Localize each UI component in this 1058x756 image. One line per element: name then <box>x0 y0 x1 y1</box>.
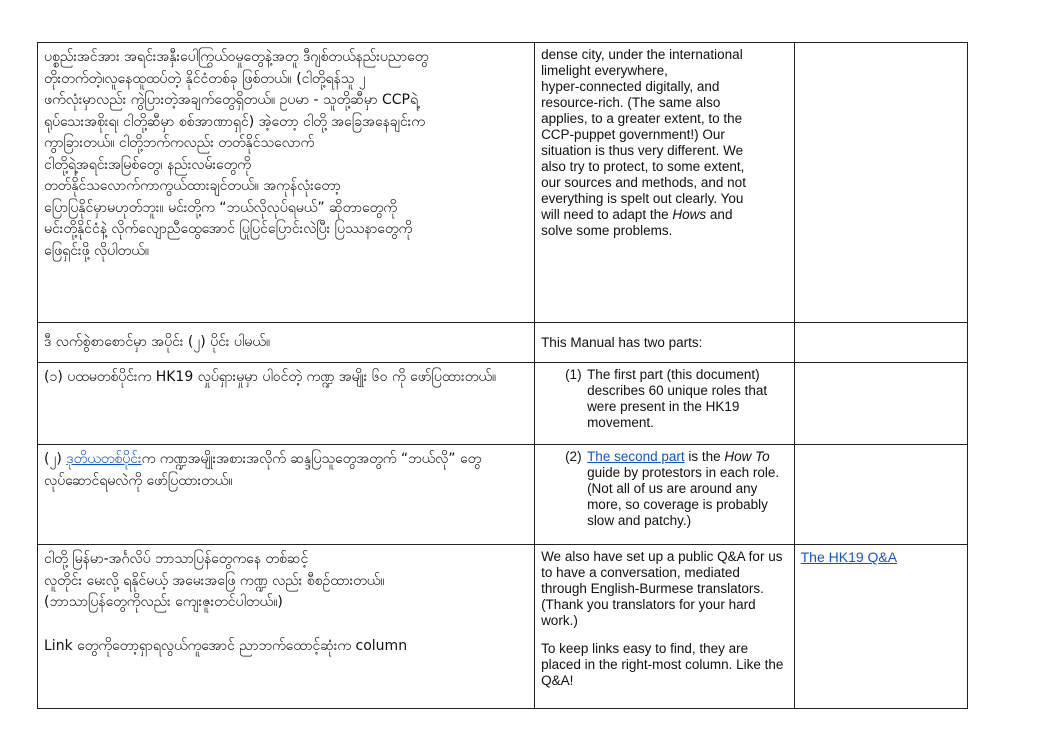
qa-link[interactable]: The HK19 Q&A <box>800 549 898 565</box>
burmese-cell <box>38 545 535 709</box>
burmese-line: မင်းတို့နိုင်ငံနဲ့ လိုက်လျောညီထွေအောင် ပြုပြင်ပြောင်းလဲပြီး ပြဿနာတွေကို <box>44 221 413 237</box>
list-marker: (2) <box>565 449 582 464</box>
burmese-line: ပစ္စည်းအင်အား အရင်းအနှီးပေါကြွယ်ဝမှုတွေနဲ့အတူ ဒီဂျစ်တယ်နည်းပညာတွေ <box>44 49 429 65</box>
manual-table <box>37 42 968 709</box>
table-row <box>38 545 968 709</box>
burmese-text: (၁) ပထမတစ်ပိုင်းက HK19 လှုပ်ရှားမှုမှာ ပါဝင်တဲ့ ကဏ္ဍ အမျိုး ၆၀ ကို ဖော်ပြထားတယ်။ <box>44 369 497 385</box>
english-line: CCP-puppet government!) Our <box>541 127 725 142</box>
english-line: situation is thus very different. We <box>541 143 744 158</box>
burmese-line: ဖက်လုံးမှာလည်း ကွဲပြားတဲ့အချက်တွေရှိတယ်။ ဥပမာ - သူတို့ဆီမှာ CCPရဲ့ <box>44 92 418 108</box>
link-cell <box>794 43 967 323</box>
spacer <box>541 629 788 641</box>
english-line: everything is spelt out clearly. You <box>541 191 744 206</box>
burmese-line: ကွာခြားတယ်။ ငါတို့ဘက်ကလည်း တတ်နိုင်သလောက် <box>44 135 315 151</box>
english-line: also try to protect, to some extent, <box>541 159 745 174</box>
burmese-text: က ကဏ္ဍအမျိုးအစားအလိုက် ဆန္ဒပြသူတွေအတွက် “ဘယ်လို” တွေ လုပ်ဆောင်ရမလဲကို ဖော်ပြထားတယ်။ <box>44 451 482 489</box>
burmese-line: ငါတို့ရဲ့အရင်းအမြစ်တွေ၊ နည်းလမ်းတွေကို <box>44 156 251 173</box>
burmese-cell <box>38 43 535 323</box>
table-row <box>38 43 968 323</box>
english-text: is the <box>684 449 725 464</box>
burmese-line: Link တွေကိုတော့ရှာရလွယ်ကူအောင် ညာဘက်ထောင့်ဆုံးက column <box>44 637 408 654</box>
english-line <box>541 207 788 223</box>
english-text: will need to adapt the <box>541 207 673 222</box>
numbered-item <box>541 367 788 431</box>
burmese-line: (ဘာသာပြန်တွေကိုလည်း ကျေးဇူးတင်ပါတယ်။) <box>44 594 283 610</box>
link-cell <box>794 445 967 545</box>
burmese-line: တတ်နိုင်သလောက်ကာကွယ်ထားချင်တယ်။ အကုန်လုံးတော့ <box>44 178 341 194</box>
english-line: solve some problems. <box>541 223 673 238</box>
burmese-line: ဖြေရှင်းဖို့ လိုပါတယ်။ <box>44 242 150 259</box>
english-text: and <box>706 207 733 222</box>
english-emphasis: Hows <box>672 207 707 222</box>
english-text: This Manual has two parts: <box>541 334 703 350</box>
english-cell <box>535 545 795 709</box>
burmese-cell <box>38 363 535 445</box>
english-text: To keep links easy to find, they are placed in the right-most column. Like the Q&A! <box>541 641 784 688</box>
burmese-line: ပြောပြနိုင်မှာမဟုတ်ဘူး။ မင်းတို့က “ဘယ်လိုလုပ်ရမယ်” ဆိုတာတွေကို <box>44 199 397 216</box>
english-cell <box>535 363 795 445</box>
english-text: The first part (this document) describes 60 unique roles that were present in the HK19 movement. <box>587 367 768 430</box>
link-cell <box>794 323 967 363</box>
english-cell <box>535 323 795 363</box>
english-cell <box>535 445 795 545</box>
english-line: our sources and methods, and not <box>541 175 746 190</box>
english-cell <box>535 43 795 323</box>
burmese-text: (၂) <box>44 451 67 467</box>
burmese-line: တိုးတက်တဲ့၊လူနေထူထပ်တဲ့ နိုင်ငံတစ်ခု ဖြစ်တယ်။ (ငါတို့ရန်သူ ၂ <box>44 70 366 87</box>
link-cell <box>794 363 967 445</box>
list-marker: (1) <box>565 367 582 382</box>
burmese-line: ငါတို့ မြန်မာ-အင်္ဂလိပ် ဘာသာပြန်တွေကနေ တစ်ဆင့် <box>44 551 309 567</box>
burmese-cell <box>38 445 535 545</box>
link-cell <box>794 545 967 709</box>
english-text: guide by protestors in each role. (Not all of us are around any more, so coverage is probably slow and patchy.) <box>587 465 780 528</box>
second-part-link-en[interactable]: The second part <box>587 449 685 464</box>
english-line: limelight everywhere, <box>541 63 668 78</box>
spacer <box>44 614 528 636</box>
burmese-text: ဒီ လက်စွဲစာစောင်မှာ အပိုင်း (၂) ပိုင်း ပါမယ်။ <box>44 333 271 350</box>
burmese-line: လူတိုင်း မေးလို့ ရနိုင်မယ့် အမေးအဖြေ ကဏ္ဍ လည်း စီစဉ်ထားတယ်။ <box>44 572 385 589</box>
table-row <box>38 445 968 545</box>
table-row <box>38 323 968 363</box>
numbered-item <box>541 449 788 529</box>
english-line: dense city, under the international <box>541 47 743 62</box>
table-row <box>38 363 968 445</box>
english-text: We also have set up a public Q&A for us to have a conversation, mediated through English-Burmese translators. (Thank you translators for your hard work.) <box>541 549 783 628</box>
burmese-cell <box>38 323 535 363</box>
second-part-link[interactable]: ဒုတိယတစ်ပိုင်း <box>66 451 142 467</box>
english-text <box>587 449 788 529</box>
english-line: applies, to a greater extent, to the <box>541 111 743 126</box>
english-line: resource-rich. (The same also <box>541 95 721 110</box>
english-line: hyper-connected digitally, and <box>541 79 720 94</box>
english-emphasis: How To <box>724 449 770 464</box>
burmese-line: ရုပ်သေးအစိုးရ၊ ငါတို့ဆီမှာ စစ်အာဏာရှင်) အဲ့တော့ ငါတို့ အခြေအနေချင်းက <box>44 113 425 130</box>
